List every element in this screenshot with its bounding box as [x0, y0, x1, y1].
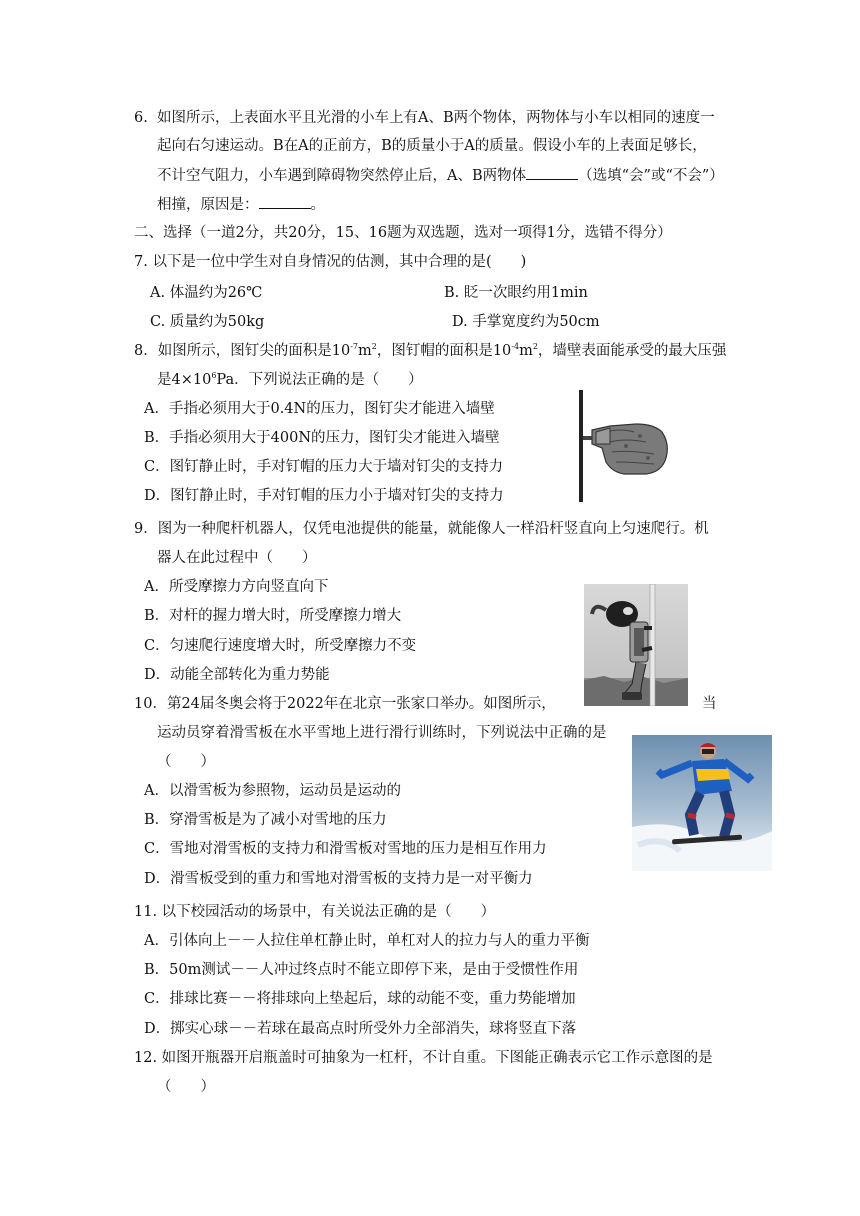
answer-blank[interactable] — [526, 165, 578, 180]
q8-stem-part: Pa．下列说法正确的是（ ） — [216, 372, 423, 388]
thumbtack-figure — [576, 388, 676, 504]
q11-stem: 11. 以下校园活动的场景中，有关说法正确的是（ ） — [134, 904, 496, 920]
exponent: 2 — [371, 342, 377, 351]
q8-stem — [134, 341, 726, 361]
q10-line-2: 运动员穿着滑雪板在水平雪地上进行滑行训练时，下列说法中正确的是 — [157, 725, 607, 741]
q10-line-1: 10．第24届冬奥会将于2022年在北京一张家口举办。如图所示， — [134, 696, 556, 712]
q8-stem-part: ，图钉帽的面积是10 — [376, 343, 512, 359]
q10-option-c: C．雪地对滑雪板的支持力和滑雪板对雪地的压力是相互作用力 — [144, 841, 547, 857]
q9-option-c: C．匀速爬行速度增大时，所受摩擦力不变 — [144, 638, 417, 654]
q9-line-2: 器人在此过程中（ ） — [157, 550, 317, 566]
q6-line-4-end: 。 — [310, 197, 325, 213]
q11-option-c: C．排球比赛－－将排球向上垫起后，球的动能不变，重力势能增加 — [144, 991, 576, 1007]
q6-line-3 — [157, 165, 724, 186]
robot-figure — [584, 584, 688, 706]
q12-line-1: 12. 如图开瓶器开启瓶盖时可抽象为一杠杆，不计自重。下图能正确表示它工作示意图的是 — [134, 1050, 713, 1066]
q7-option-b: B. 眨一次眼约用1min — [444, 285, 588, 301]
q8-stem-part: m — [519, 343, 533, 359]
q9-option-a: A．所受摩擦力方向竖直向下 — [144, 579, 329, 595]
q8-stem-line-2 — [157, 370, 423, 390]
q8-option-d: D．图钉静止时，手对钉帽的压力小于墙对钉尖的支持力 — [144, 488, 504, 504]
q7-option-c: C. 质量约为50kg — [150, 314, 265, 330]
climbing-robot-photo — [584, 584, 688, 706]
q9-option-b: B．对杆的握力增大时，所受摩擦力增大 — [144, 608, 402, 624]
skier-figure — [632, 735, 772, 871]
q11-option-d: D．掷实心球－－若球在最高点时所受外力全部消失，球将竖直下落 — [144, 1021, 577, 1037]
q8-stem-part: 是4×10 — [157, 372, 212, 388]
q6-line-1: 如图所示，上表面水平且光滑的小车上有A、B两个物体，两物体与小车以相同的速度一 — [157, 110, 715, 126]
q7-stem: 7. 以下是一位中学生对自身情况的估测，其中合理的是( ) — [134, 254, 527, 270]
thumb-wall-illustration — [576, 388, 676, 504]
q11-option-b: B．50m测试－－人冲过终点时不能立即停下来，是由于受惯性作用 — [144, 962, 579, 978]
q10-option-a: A．以滑雪板为参照物，运动员是运动的 — [144, 783, 401, 799]
section-heading: 二、选择（一道2分，共20分，15、16题为双选题，选对一项得1分，选错不得分） — [134, 225, 672, 241]
q10-line-3: （ ） — [157, 754, 215, 770]
q8-option-b: B．手指必须用大于400N的压力，图钉尖才能进入墙壁 — [144, 430, 500, 446]
q6-line-3-text: 不计空气阻力，小车遇到障碍物突然停止后，A、B两物体 — [157, 168, 527, 184]
q7-option-d: D. 手掌宽度约为50cm — [452, 314, 600, 330]
q7-option-a: A. 体温约为26℃ — [150, 285, 263, 301]
exponent: 2 — [532, 342, 538, 351]
q10-option-d: D．滑雪板受到的重力和雪地对滑雪板的支持力是一对平衡力 — [144, 871, 533, 887]
exponent: 6 — [211, 371, 217, 380]
answer-blank[interactable] — [259, 194, 311, 209]
q8-option-a: A．手指必须用大于0.4N的压力，图钉尖才能进入墙壁 — [144, 401, 495, 417]
q8-stem-part: m — [357, 343, 372, 359]
q6-number: 6. — [134, 110, 148, 126]
q8-stem-part: 8．如图所示，图钉尖的面积是10 — [134, 343, 351, 359]
q8-option-c: C．图钉静止时，手对钉帽的压力大于墙对钉尖的支持力 — [144, 459, 504, 475]
q10-option-b: B．穿滑雪板是为了减小对雪地的压力 — [144, 812, 387, 828]
q12-line-2: （ ） — [157, 1079, 215, 1095]
q11-option-a: A．引体向上－－人拉住单杠静止时，单杠对人的拉力与人的重力平衡 — [144, 933, 590, 949]
q10-line-1-end: 当 — [702, 696, 717, 712]
q9-line-1: 9．图为一种爬杆机器人，仅凭电池提供的能量，就能像人一样沿杆竖直向上匀速爬行。机 — [134, 521, 709, 537]
exponent: -7 — [350, 342, 358, 351]
q6-line-2: 起向右匀速运动。B在A的正前方，B的质量小于A的质量。假设小车的上表面足够长， — [157, 138, 707, 154]
q6-line-4-text: 相撞，原因是： — [157, 197, 259, 213]
q8-stem-part: ，墙壁表面能承受的最大压强 — [537, 343, 727, 359]
skier-photo — [632, 735, 772, 871]
q9-option-d: D．动能全部转化为重力势能 — [144, 667, 330, 683]
q6-line-4 — [157, 194, 325, 215]
exponent: -4 — [511, 342, 520, 351]
q6-line-3-end: （选填“会”或“不会”） — [578, 168, 724, 184]
